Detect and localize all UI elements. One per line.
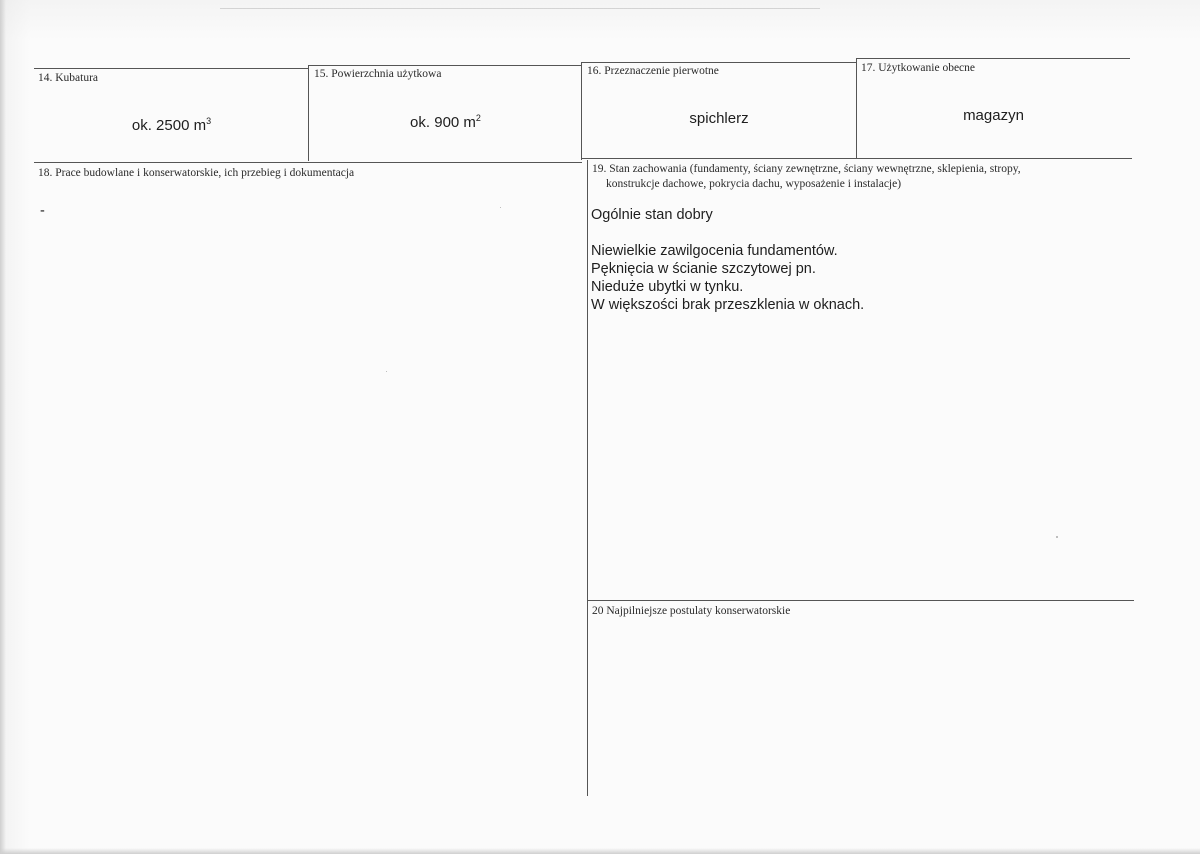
field-15-value-text: ok. 900 m bbox=[410, 114, 476, 131]
top-border-16 bbox=[582, 62, 857, 63]
section-20-divider bbox=[588, 600, 1134, 601]
field-19-detail-line: Nieduże ubytki w tynku. bbox=[591, 279, 744, 295]
main-divider bbox=[587, 160, 588, 796]
field-19-summary: Ogólnie stan dobry bbox=[591, 207, 713, 223]
field-16-value: spichlerz bbox=[689, 110, 749, 127]
scan-shadow-left bbox=[0, 0, 6, 854]
top-border-14 bbox=[34, 68, 309, 69]
field-19-label-line1: 19. Stan zachowania (fundamenty, ściany zewnętrzne, ściany wewnętrzne, sklepienia, stropy, bbox=[592, 163, 1021, 175]
field-14-value-exponent: 3 bbox=[206, 116, 212, 126]
field-15-value-exponent: 2 bbox=[475, 113, 481, 123]
field-19-detail-line: Pęknięcia w ścianie szczytowej pn. bbox=[591, 261, 816, 277]
field-17-value: magazyn bbox=[963, 107, 1024, 124]
scan-shadow-bottom bbox=[0, 848, 1200, 854]
field-19-detail-line: Niewielkie zawilgocenia fundamentów. bbox=[591, 243, 838, 259]
top-border-15 bbox=[309, 65, 582, 66]
row-divider-right bbox=[582, 158, 1132, 159]
scan-speck bbox=[1056, 536, 1058, 538]
field-14-value bbox=[34, 116, 309, 134]
field-14-value-text: ok. 2500 m bbox=[131, 117, 207, 134]
field-15-label: 15. Powierzchnia użytkowa bbox=[314, 68, 442, 80]
scan-speck bbox=[500, 207, 501, 208]
top-border-17 bbox=[857, 58, 1130, 59]
field-15-value bbox=[309, 113, 582, 131]
row-divider-left bbox=[34, 162, 582, 163]
field-16-label: 16. Przeznaczenie pierwotne bbox=[587, 65, 719, 77]
scan-faint-line bbox=[220, 8, 820, 9]
field-18-value: - bbox=[40, 203, 45, 219]
field-17-label: 17. Użytkowanie obecne bbox=[861, 62, 976, 74]
field-18-label: 18. Prace budowlane i konserwatorskie, ich przebieg i dokumentacja bbox=[38, 167, 355, 179]
field-19-detail-line: W większości brak przeszklenia w oknach. bbox=[591, 297, 865, 313]
field-19-label-line2: konstrukcje dachowe, pokrycia dachu, wyposażenie i instalacje) bbox=[606, 178, 902, 190]
field-14-label: 14. Kubatura bbox=[38, 72, 99, 84]
scan-speck bbox=[386, 371, 387, 372]
field-20-label: 20 Najpilniejsze postulaty konserwatorskie bbox=[592, 605, 791, 617]
